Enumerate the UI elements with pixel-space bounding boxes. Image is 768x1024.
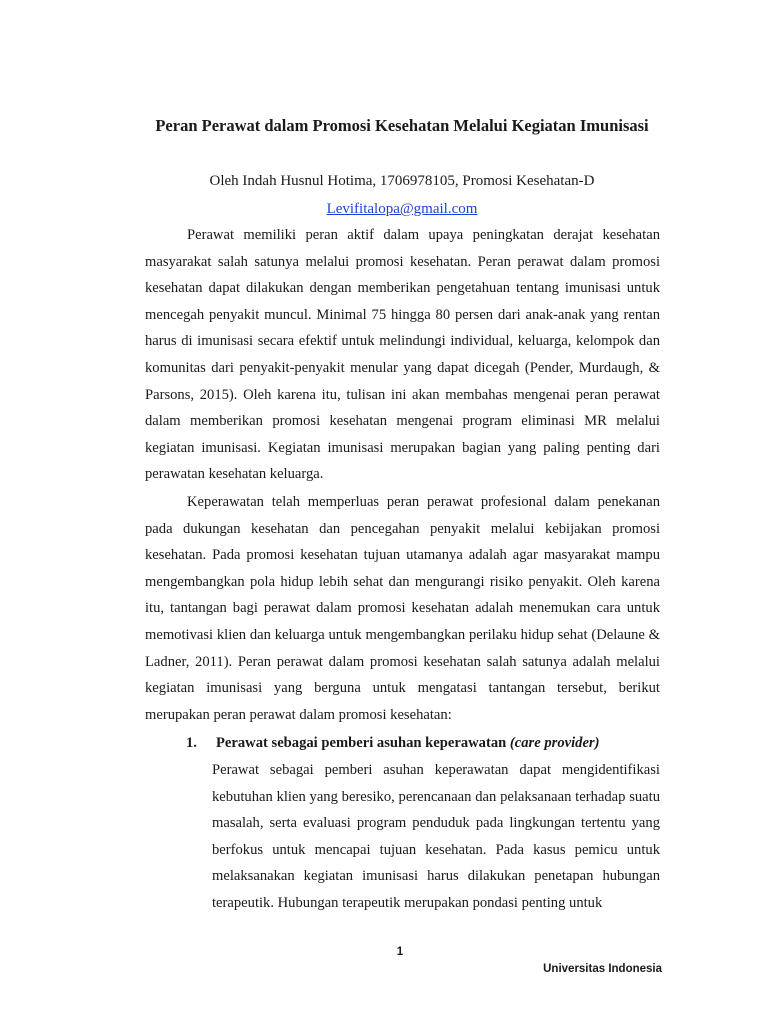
footer-institution: Universitas Indonesia [543,963,662,975]
author-byline: Oleh Indah Husnul Hotima, 1706978105, Promosi Kesehatan-D [209,173,595,189]
page-number: 1 [396,946,404,958]
list-item-body: Perawat sebagai pemberi asuhan keperawatan dapat mengidentifikasi kebutuhan klien yang beresiko, perencanaan dan pelaksanaan terhadap suatu masalah, serta evaluasi program penduduk pada lingkungan tertentu yang berfokus untuk mencapai tujuan kesehatan. Pada kasus pemicu untuk melaksanakan kegiatan imunisasi harus dilakukan penetapan hubungan terapeutik. Hubungan terapeutik merupakan pondasi penting untuk [212,762,660,911]
list-item-title: Perawat sebagai pemberi asuhan keperawatan [216,735,507,751]
list-item-number: 1. [186,735,197,751]
list-item-title-italic: (care provider) [509,735,600,751]
paragraph-intro: Perawat memiliki peran aktif dalam upaya peningkatan derajat kesehatan masyarakat salah satunya melalui promosi kesehatan. Peran perawat dalam promosi kesehatan dapat dilakukan dengan memberikan pengetahuan tentang imunisasi untuk mencegah penyakit muncul. Minimal 75 hingga 80 persen dari anak-anak yang rentan harus di imunisasi secara efektif untuk melindungi individual, keluarga, kelompok dan komunitas dari penyakit-penyakit menular yang dapat dicegah (Pender, Murdaugh, & Parsons, 2015). Oleh karena itu, tulisan ini akan membahas mengenai peran perawat dalam memberikan promosi kesehatan mengenai program eliminasi MR melalui kegiatan imunisasi. Kegiatan imunisasi merupakan bagian yang paling penting dari perawatan kesehatan keluarga. [145,227,660,483]
email-link[interactable]: Levifitalopa@gmail.com [326,201,478,217]
paragraph-second: Keperawatan telah memperluas peran perawat profesional dalam penekanan pada dukungan kesehatan dan pencegahan penyakit melalui kebijakan promosi kesehatan. Pada promosi kesehatan tujuan utamanya adalah agar masyarakat mampu mengembangkan pola hidup lebih sehat dan mengurangi risiko penyakit. Oleh karena itu, tantangan bagi perawat dalam promosi kesehatan adalah menemukan cara untuk memotivasi klien dan keluarga untuk mengembangkan perilaku hidup sehat (Delaune & Ladner, 2011). Peran perawat dalam promosi kesehatan salah satunya adalah melalui kegiatan imunisasi yang berguna untuk mengatasi tantangan tersebut, berikut merupakan peran perawat dalam promosi kesehatan: [145,494,660,723]
document-title: Peran Perawat dalam Promosi Kesehatan Melalui Kegiatan Imunisasi [155,116,649,135]
author-email [150,197,654,221]
list-item-heading [186,730,660,756]
